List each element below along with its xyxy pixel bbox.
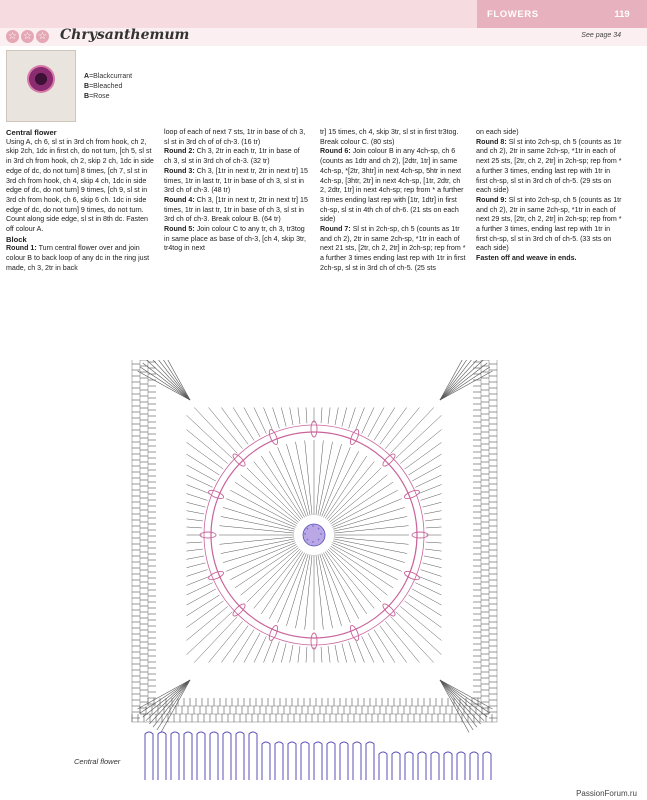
section-label: FLOWERS [477, 0, 597, 28]
star-icon: ☆ [21, 30, 34, 43]
svg-text:*: * [320, 533, 322, 539]
round-8-text: Round 8: Sl st into 2ch-sp, ch 5 (counts as 1tr and ch 2), 2tr in same 2ch-sp, *1tr in each of next 25 sts, [2tr, ch 2, 2tr] in 2ch-sp; rep from * a further 3 times, ending last rep with 1tr in first ch-sp, sl st in 3rd ch of ch-5. (29 sts on each side) [476, 137, 622, 195]
round-1-text: Round 1: Turn central flower over and join colour B to back loop of any dc in the ring just made, ch 3, 2tr in back [6, 244, 150, 272]
central-flower-text: Using A, ch 6, sl st in 3rd ch from hook, ch 2, skip 2ch, 1dc in first ch, do not turn, [ch 5, sl st in 3rd ch from hook, ch 2, skip 2 ch, 1dc in side edge of dc, do not turn] 8 times, [ch 7, sl st in 3rd ch from hook, ch 4, skip 4 ch, 1dc in side edge of dc, do not turn] 9 times, [ch 9, sl st in 3rd ch from hook, ch 6, skip 6 ch. 1dc in side edge of dc, do not turn] 9 times, do not turn. Count along side edge, sl st in 8th dc. Fasten off colour A. [6, 137, 154, 234]
finished-block-photo [6, 50, 76, 122]
see-page-reference: See page 34 [581, 32, 621, 39]
instructions-column-1 [6, 128, 154, 274]
heading-block: Block [6, 234, 27, 244]
instructions-column-2 [164, 128, 309, 254]
round-4-text: Round 4: Ch 3, [1tr in next tr, 2tr in next tr] 15 times, 1tr in last tr, 1tr in base of ch 3, sl st in 3rd ch of ch-3. Break colour B. (64 tr) [164, 195, 308, 224]
round-5-text: Round 5: Join colour C to any tr, ch 3, tr3tog in same place as base of ch-3, [ch 4, skip 3tr, tr4tog in next [164, 225, 306, 253]
difficulty-stars [6, 30, 49, 43]
pattern-title: Chrysanthemum [60, 27, 190, 43]
page-number: 119 [597, 0, 647, 28]
round-7-cont: on each side) [476, 128, 519, 136]
round-2-text: Round 2: Ch 3, 2tr in each tr, 1tr in base of ch 3, sl st in 3rd ch of ch-3. (32 tr) [164, 147, 300, 166]
watermark: PassionForum.ru [576, 789, 637, 798]
instructions-column-4 [476, 128, 622, 264]
svg-text:*: * [317, 538, 320, 545]
svg-text:*: * [312, 525, 314, 531]
legend-item: B=Bleached [84, 83, 123, 90]
star-icon: ☆ [36, 30, 49, 43]
center-ring [303, 524, 325, 547]
svg-text:*: * [317, 527, 320, 534]
top-banner [0, 0, 647, 28]
legend-item: A=Blackcurrant [84, 73, 133, 80]
round-1-cont: loop of each of next 7 sts, 1tr in base of ch 3, sl st in 3rd ch of of ch-3. (16 tr) [164, 128, 306, 146]
heading-central-flower: Central flower [6, 128, 57, 137]
colour-legend [84, 72, 132, 102]
central-flower-strip [140, 732, 495, 780]
instructions-column-3 [320, 128, 466, 274]
svg-text:*: * [312, 541, 314, 547]
title-bar [0, 28, 647, 46]
diagram-caption: Central flower [74, 757, 121, 766]
svg-text:*: * [306, 527, 309, 534]
star-icon: ☆ [6, 30, 19, 43]
flower-image [27, 65, 55, 93]
round-9-text: Round 9: Sl st into 2ch-sp, ch 5 (counts as 1tr and ch 2), 2tr in same 2ch-sp, *1tr in each of next 29 sts, [2tr, ch 2, 2tr] in 2ch-sp; rep from * a further 3 times, ending last rep with 1tr in first ch-sp, sl st in 3rd ch of ch-5. (33 sts on each side) [476, 195, 622, 253]
crochet-chart [0, 360, 647, 780]
round-6-text: Round 6: Join colour B in any 4ch-sp, ch 6 (counts as 1dtr and ch 2), [2dtr, 1tr] in same 4ch-sp, *[2tr, 3htr] in next 4ch-sp, 5htr in next 4ch-sp, [3htr, 2tr] in next 4ch-sp, [1tr, 2dtr, ch 2, 2dtr, 1tr] in next 4ch-sp; rep from * a further 3 times ending last rep with [1tr, 1dtr] in first ch-sp, sl st in 4th ch of ch-6. (21 sts on each side) [320, 147, 464, 224]
fasten-off-text: Fasten off and weave in ends. [476, 254, 577, 263]
round-7-text: Round 7: Sl st in 2ch-sp, ch 5 (counts as 1tr and ch 2), 2tr in same 2ch-sp, *1tr in each of next 21 sts, [2tr, ch 2, 2tr] in 2ch-sp; rep from * a further 3 times ending last rep with 1tr in first 2ch-sp, sl st in 3rd ch of ch-5. (25 sts [320, 225, 466, 272]
svg-text:*: * [306, 538, 309, 545]
round-5-cont: tr] 15 times, ch 4, skip 3tr, sl st in first tr3tog. Break colour C. (80 sts) [320, 128, 459, 146]
banner-fill [0, 0, 477, 28]
round-3-text: Round 3: Ch 3, [1tr in next tr, 2tr in next tr] 15 times, 1tr in last tr, 1tr in base of ch 3, sl st in 3rd ch of ch-3. (48 tr) [164, 166, 308, 195]
svg-text:*: * [304, 533, 306, 539]
legend-item: B=Rose [84, 93, 110, 100]
